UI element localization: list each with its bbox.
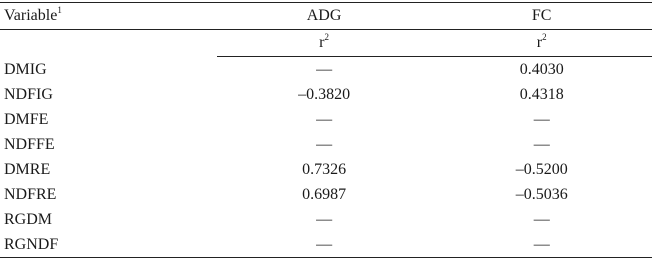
- row-adg-value: —: [316, 111, 333, 128]
- row-adg-value: —: [316, 136, 333, 153]
- row-fc-value: —: [431, 232, 652, 258]
- row-adg-value: —: [316, 61, 333, 78]
- table-row: [0, 132, 652, 157]
- table-row: [0, 57, 652, 83]
- table-row: [0, 232, 652, 258]
- table-row: [0, 207, 652, 232]
- row-fc-value: 0.4030: [519, 61, 564, 78]
- row-fc-value: —: [533, 211, 550, 228]
- row-fc-value: –0.5036: [515, 186, 568, 203]
- subheader-adg-r-squared: [217, 30, 432, 57]
- row-adg-value: 0.6987: [302, 186, 347, 203]
- row-adg-value: –0.3820: [298, 86, 351, 103]
- row-fc-value: –0.5200: [515, 161, 568, 178]
- row-fc-value: 0.4318: [519, 86, 564, 103]
- header-fc: FC: [431, 3, 652, 30]
- row-variable: RGDM: [4, 211, 53, 228]
- header-variable-label: Variable: [4, 7, 58, 24]
- row-fc-value: —: [533, 111, 550, 128]
- table-row: [0, 182, 652, 207]
- stat-label: r: [319, 34, 325, 51]
- table-row: [0, 157, 652, 182]
- row-variable: NDFIG: [4, 86, 53, 103]
- row-variable: DMFE: [4, 111, 49, 128]
- header-variable: [0, 3, 217, 30]
- stat-label: r: [536, 34, 543, 51]
- stat-superscript: 2: [324, 31, 329, 42]
- row-variable: DMRE: [4, 161, 51, 178]
- row-variable: NDFRE: [4, 186, 57, 203]
- table-row: [0, 82, 652, 107]
- row-variable: RGNDF: [0, 232, 217, 258]
- header-row: [0, 3, 652, 30]
- regression-table: [0, 2, 652, 258]
- row-variable: NDFFE: [4, 136, 55, 153]
- row-fc-value: —: [533, 136, 550, 153]
- subheader-fc-r-squared: [431, 30, 652, 57]
- row-variable: DMIG: [4, 60, 47, 78]
- row-adg-value: —: [217, 232, 432, 258]
- stat-superscript: 2: [542, 31, 547, 42]
- row-adg-value: —: [316, 211, 333, 228]
- subheader-blank: [0, 30, 217, 57]
- row-adg-value: 0.7326: [302, 161, 347, 178]
- table-row: [0, 107, 652, 132]
- subheader-row: [0, 30, 652, 57]
- footnote-marker: 1: [57, 4, 62, 15]
- header-adg: ADG: [217, 3, 432, 30]
